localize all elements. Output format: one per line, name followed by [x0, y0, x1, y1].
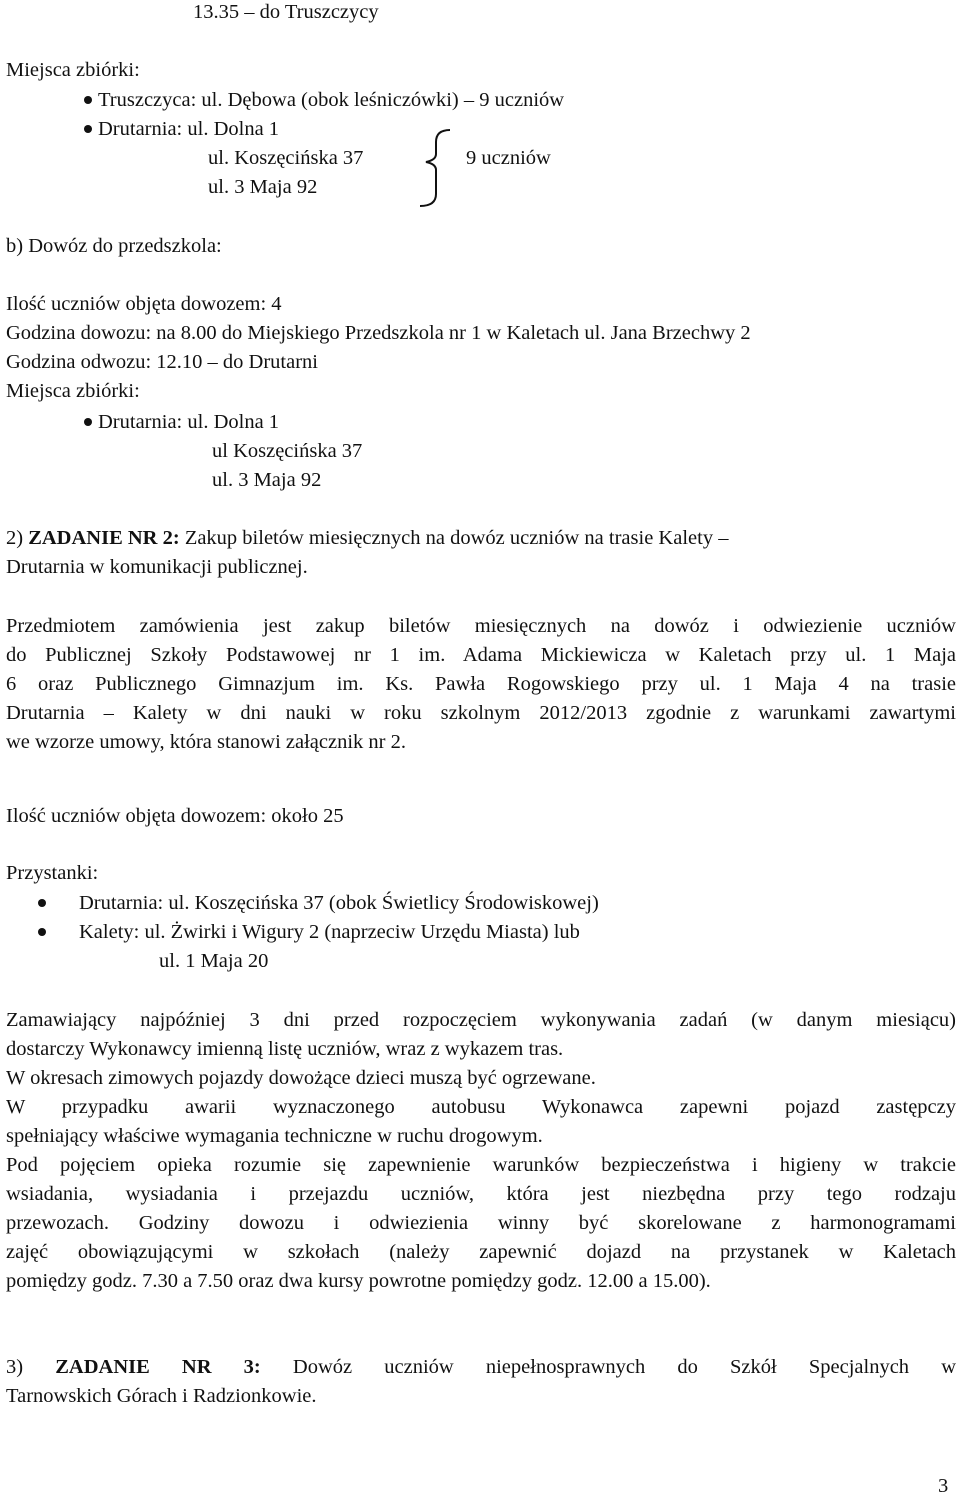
stops-label: Przystanki: [6, 862, 99, 884]
stop-kalety-alt: ul. 1 Maja 20 [159, 950, 269, 972]
task-2-paragraph-line: we wzorze umowy, która stanowi załącznik nr 2. [6, 731, 406, 753]
terms-line: zajęć obowiązującymi w szkołach (należy zapewnić dojazd na przystanek w Kaletach [6, 1241, 956, 1263]
stop-kalety: Kalety: ul. Żwirki i Wigury 2 (naprzeciw Urzędu Miasta) lub [79, 921, 580, 943]
bullet-icon [38, 899, 46, 907]
task-2-number: 2) [6, 527, 24, 549]
terms-line: przewozach. Godziny dowozu i odwiezienia winny być skorelowane z harmonogramami [6, 1212, 956, 1234]
task-2-paragraph-line: Przedmiotem zamówienia jest zakup biletów miesięcznych na dowóz i odwiezienie uczniów [6, 615, 956, 637]
gathering-point-truszczyca: Truszczyca: ul. Dębowa (obok leśniczówki) – 9 uczniów [98, 89, 565, 111]
task-3-title [6, 1353, 956, 1382]
task-3-title-line2: Tarnowskich Górach i Radzionkowie. [6, 1385, 317, 1407]
terms-line: W przypadku awarii wyznaczonego autobusu Wykonawca zapewni pojazd zastępczy [6, 1096, 956, 1118]
task-3-title-text: Dowóz uczniów niepełnosprawnych do Szkół Specjalnych w [292, 1356, 957, 1378]
gathering-point-3-maja: ul. 3 Maja 92 [208, 176, 318, 198]
kindergarten-arrival-time: Godzina dowozu: na 8.00 do Miejskiego Przedszkola nr 1 w Kaletach ul. Jana Brzechwy 2 [6, 322, 751, 344]
gathering-point-drutarnia: Drutarnia: ul. Dolna 1 [98, 118, 280, 140]
kindergarten-point-koszecinska: ul Koszęcińska 37 [212, 440, 363, 462]
bullet-icon [84, 125, 92, 133]
time-line: 13.35 – do Truszczycy [193, 1, 379, 23]
kindergarten-heading: b) Dowóz do przedszkola: [6, 235, 222, 257]
task-2-paragraph-line: 6 oraz Publicznego Gimnazjum im. Ks. Pawła Rogowskiego przy ul. 1 Maja 4 na trasie [6, 673, 956, 695]
kindergarten-gathering-label: Miejsca zbiórki: [6, 380, 140, 402]
task-2-paragraph-line: Drutarnia – Kalety w dni nauki w roku szkolnym 2012/2013 zgodnie z warunkami zawartymi [6, 702, 956, 724]
task-2-title-line2: Drutarnia w komunikacji publicznej. [6, 556, 308, 578]
terms-line: spełniający właściwe wymagania techniczne w ruchu drogowym. [6, 1125, 543, 1147]
terms-line: Zamawiający najpóźniej 3 dni przed rozpoczęciem wykonywania zadań (w danym miesiącu) [6, 1009, 956, 1031]
terms-line: W okresach zimowych pojazdy dowożące dzieci muszą być ogrzewane. [6, 1067, 596, 1089]
task-2-label: ZADANIE NR 2: [28, 527, 180, 549]
terms-line: dostarczy Wykonawcy imienną listę uczniów, wraz z wykazem tras. [6, 1038, 564, 1060]
terms-line: wsiadania, wysiadania i przejazdu uczniów, która jest niezbędna przy tego rodzaju [6, 1183, 956, 1205]
terms-line: Pod pojęciem opieka rozumie się zapewnienie warunków bezpieczeństwa i higieny w trakcie [6, 1154, 956, 1176]
page-number: 3 [938, 1475, 949, 1497]
curly-brace-icon [414, 128, 454, 208]
kindergarten-student-count: Ilość uczniów objęta dowozem: 4 [6, 293, 282, 315]
gathering-points-label: Miejsca zbiórki: [6, 59, 140, 81]
task-2-title-text: Zakup biletów miesięcznych na dowóz uczniów na trasie Kalety – [184, 527, 729, 549]
task-2-paragraph-line: do Publicznej Szkoły Podstawowej nr 1 im. Adama Mickiewicza w Kaletach przy ul. 1 Maja [6, 644, 956, 666]
kindergarten-point-drutarnia: Drutarnia: ul. Dolna 1 [98, 411, 280, 433]
kindergarten-departure-time: Godzina odwozu: 12.10 – do Drutarni [6, 351, 318, 373]
task-2-student-count: Ilość uczniów objęta dowozem: około 25 [6, 805, 344, 827]
bullet-icon [38, 928, 46, 936]
task-2-title [6, 524, 728, 553]
brace-student-count: 9 uczniów [466, 147, 551, 169]
task-3-label: ZADANIE NR 3: [55, 1356, 261, 1378]
terms-line: pomiędzy godz. 7.30 a 7.50 oraz dwa kursy powrotne pomiędzy godz. 12.00 a 15.00). [6, 1270, 711, 1292]
kindergarten-point-3-maja: ul. 3 Maja 92 [212, 469, 322, 491]
bullet-icon [84, 418, 92, 426]
gathering-point-koszecinska: ul. Koszęcińska 37 [208, 147, 364, 169]
stop-drutarnia: Drutarnia: ul. Koszęcińska 37 (obok Świetlicy Środowiskowej) [79, 892, 599, 914]
bullet-icon [84, 96, 92, 104]
task-3-number: 3) [6, 1356, 24, 1378]
